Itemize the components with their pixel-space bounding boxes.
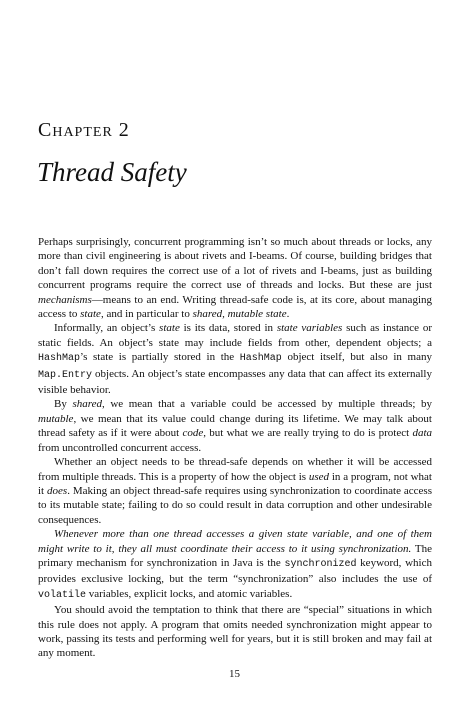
text-run: ’s state is partially stored in the — [80, 351, 240, 364]
text-run: in a program, not what it — [38, 470, 432, 497]
text-run: is its data, stored in — [179, 322, 277, 335]
text-run: , we mean that a variable could be accessed by multiple threads; by — [101, 398, 432, 411]
text-run: . Making an object thread-safe requires using synchronization to coordinate access to its mutable state; failing to do so could result in data corruption and other undesirable consequences. — [38, 484, 432, 526]
paragraph — [38, 397, 432, 455]
paragraph — [38, 603, 432, 661]
code-text: HashMap — [38, 353, 81, 365]
text-run: from uncontrolled concurrent access. — [38, 441, 202, 454]
text-run: keyword, which provides exclusive locking, but the term “synchronization” also includes the use of — [38, 556, 432, 586]
emphasis-text: used — [308, 470, 330, 483]
body-text — [38, 235, 432, 661]
paragraph — [38, 321, 432, 397]
code-text: Map.Entry — [38, 369, 93, 381]
emphasis-text: shared, mutable state — [192, 308, 287, 321]
text-run: objects. An object’s state encompasses any data that can affect its externally visible behavior. — [38, 367, 432, 397]
text-run: such as instance or static fields. An object’s state may include fields from other, dependent objects; a — [38, 322, 433, 349]
text-run: object itself, but also in many — [281, 351, 432, 364]
text-run: —means to an end. Writing thread-safe code is, at its core, about managing access to — [38, 293, 432, 321]
text-run: Informally, an object’s — [54, 322, 160, 335]
text-run: , we mean that its value could change during its lifetime. We may talk about thread safety as if it were about — [38, 412, 432, 440]
text-run: You should avoid the temptation to think that there are “special” situations in which this rule does not apply. A program that omits needed synchronization might appear to work, passing its tests and performing well for years, but it is still broken and may fail at any moment. — [38, 604, 432, 660]
text-run: . — [286, 308, 290, 321]
emphasis-text: state variables — [276, 322, 343, 335]
paragraph — [38, 455, 432, 527]
chapter-label: Chapter 2 — [38, 119, 130, 141]
text-run: Perhaps surprisingly, concurrent programming isn’t so much about threads or locks, any more than civil engineering is about rivets and I-beams. Of course, building bridges that don’t fall down requires the correct use of a lot of rivets and I-beams, just as building concurrent programs require the correct use of threads and locks. But these are just — [38, 236, 432, 292]
chapter-title: Thread Safety — [37, 157, 187, 187]
text-run: Whether an object needs to be thread-safe depends on whether it will be accessed from multiple threads. This is a property of how the object is — [38, 456, 432, 483]
page-number: 15 — [229, 668, 240, 680]
emphasis-text: state — [159, 322, 180, 335]
text-run: The primary mechanism for synchronization in Java is the — [38, 542, 432, 569]
emphasis-text: does — [47, 484, 68, 497]
code-text: volatile — [38, 589, 87, 601]
text-run: , and in particular to — [100, 308, 193, 321]
text-run: By — [54, 398, 73, 411]
code-text: HashMap — [239, 353, 282, 365]
code-text: synchronized — [284, 558, 357, 570]
paragraph — [38, 235, 432, 321]
emphasis-text: shared — [72, 398, 102, 411]
emphasis-text: data — [412, 427, 432, 440]
paragraph — [38, 527, 432, 603]
emphasis-text: state — [80, 308, 101, 321]
emphasis-text: Whenever more than one thread accesses a given state variable, and one of them might write to it, they all must coordinate their access to it using synchronization. — [38, 528, 432, 555]
emphasis-text: mechanisms — [38, 293, 92, 306]
emphasis-text: code — [182, 427, 204, 440]
emphasis-text: mutable — [38, 412, 74, 425]
text-run: variables, explicit locks, and atomic variables. — [86, 587, 293, 600]
text-run: , but what we are really trying to do is protect — [203, 427, 413, 440]
